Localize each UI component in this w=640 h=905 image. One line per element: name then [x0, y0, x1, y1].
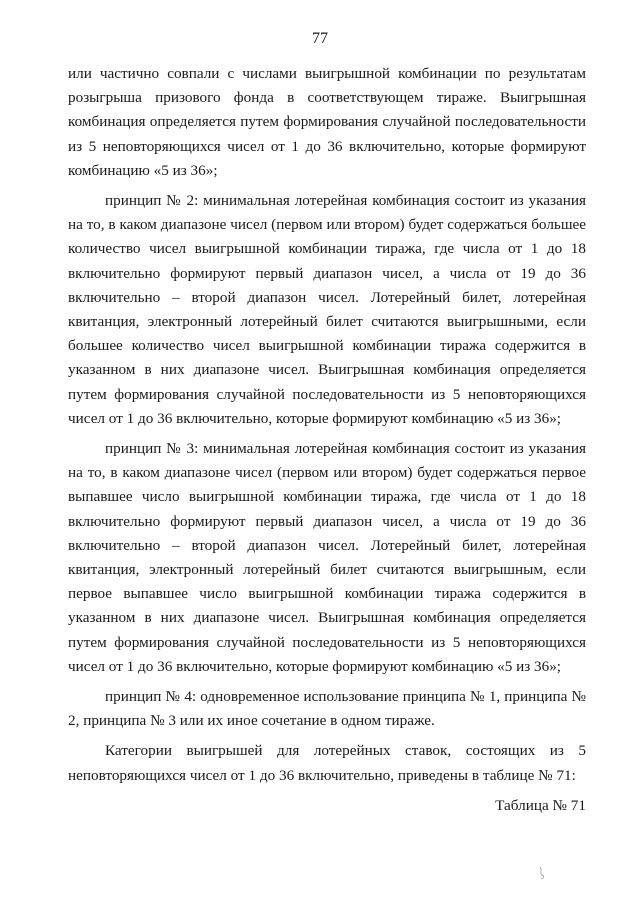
paragraph-principle-2: принцип № 2: минимальная лотерейная комбинация состоит из указания на то, в каком диапазоне чисел (первом или втором) будет содержаться большее количество чисел выигрышной комбинации тиража, где числа от 1 до 18 включительно формируют первый диапазон чисел, а числа от 19 до 36 включительно – второй диапазон чисел. Лотерейный билет, лотерейная квитанция, электронный лотерейный билет считаются выигрышными, если большее количество чисел выигрышной комбинации тиража содержится в указанном в них диапазоне чисел. Выигрышная комбинация определяется путем формирования случайной последовательности из 5 неповторяющихся чисел от 1 до 36 включительно, которые формируют комбинацию «5 из 36»; — [68, 192, 586, 427]
document-body — [68, 62, 586, 818]
paragraph-principle-3: принцип № 3: минимальная лотерейная комбинация состоит из указания на то, в каком диапазоне чисел (первом или втором) будет содержаться первое выпавшее число выигрышной комбинации тиража, где числа от 1 до 18 включительно формируют первый диапазон чисел, а числа от 19 до 36 включительно – второй диапазон чисел. Лотерейный билет, лотерейная квитанция, электронный лотерейный билет считаются выигрышным, если первое выпавшее число выигрышной комбинации тиража содержится в указанном в них диапазоне чисел. Выигрышная комбинация определяется путем формирования случайной последовательности из 5 неповторяющихся чисел от 1 до 36 включительно, которые формируют комбинацию «5 из 36»; — [68, 440, 586, 675]
paragraph-principle-4: принцип № 4: одновременное использование принципа № 1, принципа № 2, принципа № 3 или их иное сочетание в одном тираже. — [68, 688, 586, 730]
page-number: 77 — [312, 30, 328, 47]
pen-mark-icon — [537, 866, 547, 880]
paragraph-continuation: или частично совпали с числами выигрышной комбинации по результатам розыгрыша призового фонда в соответствующем тираже. Выигрышная комбинация определяется путем формирования случайной последовательности из 5 неповторяющихся чисел от 1 до 36 включительно, которые формируют комбинацию «5 из 36»; — [68, 65, 586, 179]
paragraph-prize-categories: Категории выигрышей для лотерейных ставок, состоящих из 5 неповторяющихся чисел от 1 до 36 включительно, приведены в таблице № 71: — [68, 742, 586, 784]
table-caption: Таблица № 71 — [495, 796, 586, 814]
